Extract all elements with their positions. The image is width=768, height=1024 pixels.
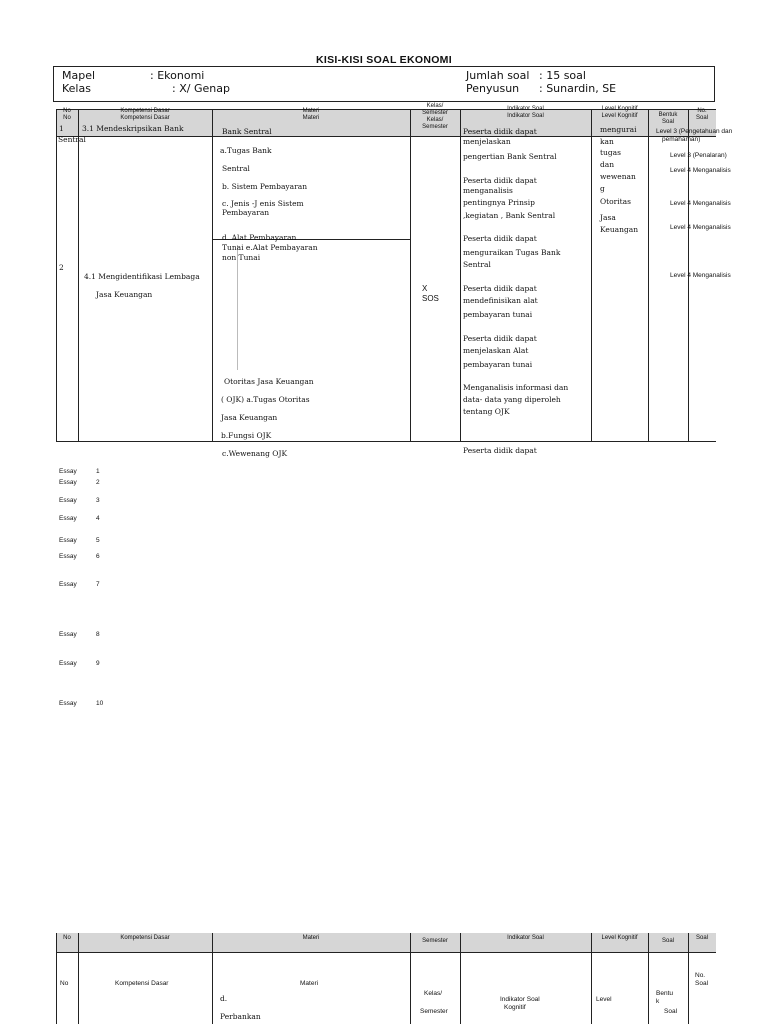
level-text-line-6: Otoritas (600, 197, 631, 206)
level-text-line-0: mengurai (600, 125, 637, 134)
level-line-1: pemahaman) (662, 136, 701, 143)
bottom-nosoal: No. (695, 972, 706, 979)
materi-line-13: c.Wewenang OJK (222, 449, 288, 458)
kelas-x: X (422, 284, 428, 293)
indikator-line-18: tentang OJK (463, 407, 510, 416)
level-line-2: Level 3 (Penalaran) (670, 152, 727, 159)
level-line-3: Level 4 Menganalisis (670, 167, 731, 174)
indikator-line-14: menjelaskan Alat (463, 346, 529, 355)
bottom-header-bentuk: Soal (661, 938, 674, 944)
level-line-0: Level 3 (Pengetahuan dan (656, 128, 733, 135)
bottom-kd: Kompetensi Dasar (115, 980, 169, 987)
page-title: KISI-KISI SOAL EKONOMI (316, 54, 452, 66)
indikator-line-6: ,kegiatan , Bank Sentral (463, 211, 556, 220)
essay-no-6: 6 (96, 553, 100, 560)
header-kd: Kompetensi Dasar Kompetensi Dasar (120, 108, 170, 121)
indikator-line-17: data- data yang diperoleh (463, 395, 561, 404)
essay-no-10: 10 (96, 700, 104, 707)
level-line-6: Level 4 Menganalisis (670, 272, 731, 279)
header-nosoal: No. Soal (695, 108, 708, 121)
bottom-no: No (60, 980, 69, 987)
bottom-materi: Materi (300, 980, 319, 987)
indikator-line-16: Menganalisis informasi dan (463, 383, 569, 392)
row-no-1: 1 (59, 124, 64, 133)
materi-line-4: c. Jenis -J enis Sistem (222, 199, 304, 208)
bottom-kelas: Kelas/ (424, 990, 443, 997)
level-line-4: Level 4 Menganalisis (670, 200, 731, 207)
bottom-soal: Soal (664, 1008, 678, 1015)
essay-no-5: 5 (96, 537, 100, 544)
mapel-label: Mapel (62, 69, 96, 82)
bottom-header-nosoal: Soal (695, 935, 708, 941)
level-text-line-3: dan (600, 160, 615, 169)
bottom-semester: Semester (420, 1008, 448, 1015)
indikator-line-3: Peserta didik dapat (463, 176, 537, 185)
indikator-line-10: Peserta didik dapat (463, 284, 537, 293)
indikator-line-2: pengertian Bank Sentral (463, 152, 557, 161)
essay-no-7: 7 (96, 581, 100, 588)
indikator-line-13: Peserta didik dapat (463, 334, 537, 343)
penyusun-label: Penyusun (466, 82, 520, 95)
bottom-materi-d: d. (220, 994, 228, 1003)
bottom-header-kd: Kompetensi Dasar (120, 935, 170, 941)
indikator-line-0: Peserta didik dapat (463, 127, 537, 136)
essay-type-1: Essay (59, 468, 77, 475)
kelas-value: : X/ Genap (172, 82, 230, 95)
materi-line-5: Pembayaran (222, 208, 270, 217)
essay-type-9: Essay (59, 660, 77, 667)
essay-no-4: 4 (96, 515, 100, 522)
essay-type-6: Essay (59, 553, 77, 560)
bottom-bentu: Bentu (656, 990, 673, 997)
header-indikator: Indikator Soal Indikator Soal (507, 106, 544, 119)
bottom-kognitif: Kognitif (504, 1004, 526, 1011)
bottom-nosoal2: Soal (695, 980, 709, 987)
essay-type-7: Essay (59, 581, 77, 588)
essay-no-8: 8 (96, 631, 100, 638)
header-kelas: Kelas/ Semester Kelas/ Semester (422, 103, 448, 130)
materi-line-12: b.Fungsi OJK (221, 431, 272, 440)
essay-type-2: Essay (59, 479, 77, 486)
essay-type-8: Essay (59, 631, 77, 638)
essay-no-3: 3 (96, 497, 100, 504)
kd-2: 4.1 Mengidentifikasi Lembaga (84, 272, 200, 281)
materi-line-10: ( OJK) a.Tugas Otoritas (221, 395, 310, 404)
materi-line-7: Tunai e.Alat Pembayaran (222, 243, 318, 252)
penyusun-value: : Sunardin, SE (539, 82, 617, 95)
mapel-value: : Ekonomi (150, 69, 205, 82)
level-text-line-8: Keuangan (600, 225, 639, 234)
kelas-sos: SOS (422, 294, 439, 303)
indikator-line-19: Peserta didik dapat (463, 446, 537, 455)
header-bentuk: Bentuk Soal (658, 112, 678, 125)
bottom-header-level: Level Kognitif (601, 935, 638, 941)
indikator-line-11: mendefinisikan alat (463, 296, 538, 305)
bottom-k: k (656, 998, 660, 1005)
bottom-header-no: No (63, 935, 71, 941)
materi-line-6: d. Alat Pembayaran (222, 233, 297, 242)
kelas-label: Kelas (62, 82, 91, 95)
level-text-line-1: kan (600, 137, 614, 146)
bottom-header-indikator: Indikator Soal (507, 935, 544, 941)
indikator-line-7: Peserta didik dapat (463, 234, 537, 243)
essay-type-5: Essay (59, 537, 77, 544)
level-text-line-4: wewenan (600, 172, 636, 181)
indikator-line-15: pembayaran tunai (463, 360, 533, 369)
materi-line-9: Otoritas Jasa Keuangan (224, 377, 314, 386)
essay-no-2: 2 (96, 479, 100, 486)
indikator-line-9: Sentral (463, 260, 491, 269)
row-no-2: 2 (59, 263, 64, 272)
level-line-5: Level 4 Menganalisis (670, 224, 731, 231)
kd-1b: Sentral (58, 135, 86, 144)
essay-type-3: Essay (59, 497, 77, 504)
bottom-level: Level (596, 996, 612, 1003)
bottom-indikator: Indikator Soal (500, 996, 540, 1003)
materi-line-11: Jasa Keuangan (221, 413, 278, 422)
essay-type-10: Essay (59, 700, 77, 707)
indikator-line-1: menjelaskan (463, 137, 511, 146)
materi-line-1: a.Tugas Bank (220, 146, 272, 155)
materi-line-3: b. Sistem Pembayaran (222, 182, 308, 191)
indikator-line-4: menganalisis (463, 186, 513, 195)
materi-line-8: non Tunai (222, 253, 261, 262)
indikator-line-12: pembayaran tunai (463, 310, 533, 319)
header-no: No No (63, 108, 71, 121)
essay-no-9: 9 (96, 660, 100, 667)
jumlah-label: Jumlah soal (466, 69, 530, 82)
level-text-line-2: tugas (600, 148, 621, 157)
kd-2b: Jasa Keuangan (96, 290, 153, 299)
header-materi: Materi Materi (302, 108, 320, 121)
essay-no-1: 1 (96, 468, 100, 475)
bottom-materi-perbankan: Perbankan (220, 1012, 261, 1021)
materi-line-0: Bank Sentral (222, 127, 272, 136)
level-text-line-5: g (600, 184, 605, 193)
materi-line-2: Sentral (222, 164, 250, 173)
bottom-header-materi: Materi (302, 935, 320, 941)
indikator-line-8: menguraikan Tugas Bank (463, 248, 561, 257)
indikator-line-5: pentingnya Prinsip (463, 198, 535, 207)
header-level: Level Kognitif Level Kognitif (601, 106, 638, 119)
bottom-header-kelas: Semester (422, 938, 448, 944)
kd-1: 3.1 Mendeskripsikan Bank (82, 124, 184, 133)
essay-type-4: Essay (59, 515, 77, 522)
level-text-line-7: Jasa (600, 213, 616, 222)
jumlah-value: : 15 soal (539, 69, 586, 82)
